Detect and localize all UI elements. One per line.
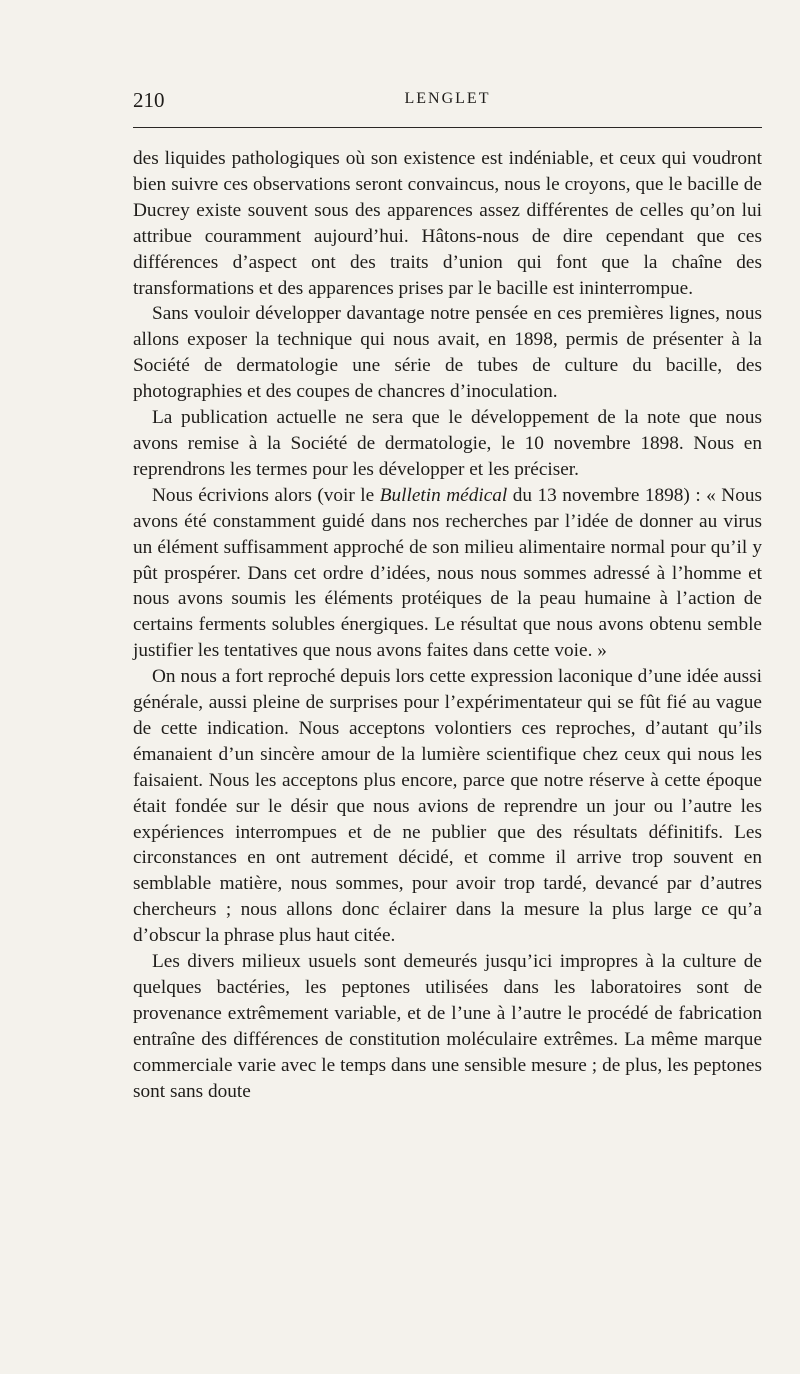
header-rule (133, 127, 762, 128)
paragraph-4-rest: du 13 novembre 1898) : « Nous avons été constamment guidé dans nos recherches par l’idée de donner au virus un élément suffisamment approché de son milieu alimentaire normal pour qu’il y pût prospérer. Dans cet ordre d’idées, nous nous sommes adressé à l’homme et nous avons soumis les éléments protéiques de la peau humaine à l’action de certains ferments solubles énergiques. Le résultat que nous avons obtenu semble justifier les tentatives que nous avons faites dans cette voie. » (133, 484, 763, 662)
paragraph-2: Sans vouloir développer davantage notre pensée en ces premières lignes, nous allons exposer la technique qui nous avait, en 1898, permis de présenter à la Société de dermatologie une série de tubes de culture du bacille, des photographies et des coupes de chancres d’inoculation. (133, 303, 762, 403)
bulletin-medical-title: Bulletin médical (379, 484, 508, 506)
paragraph-4 (133, 483, 762, 664)
paragraph-5: On nous a fort reproché depuis lors cette expression laconique d’une idée aussi générale, aussi pleine de surprises pour l’expérimentateur qui se fût fié au vague de cette indication. Nous acceptons volontiers ces reproches, d’autant qu’ils émanaient d’un sincère amour de la lumière scientifique chez ceux qui nous les faisaient. Nous les acceptons plus encore, parce que notre réserve à cette époque était fondée sur le désir que nous avions de reprendre un jour ou l’autre les expériences interrompues et de ne publier que des résultats définitifs. Les circonstances en ont autrement décidé, et comme il arrive trop souvent en semblable matière, nous sommes, pour avoir trop tardé, devancé par d’autres chercheurs ; nous allons donc éclairer dans la mesure la plus large ce qu’a d’obscur la phrase plus haut citée. (133, 666, 762, 947)
running-title: LENGLET (404, 90, 491, 107)
paragraph-6: Les divers milieux usuels sont demeurés jusqu’ici impropres à la culture de quelques bactéries, les peptones utilisées dans les laboratoires sont de provenance extrêmement variable, et de l’une à l’autre le procédé de fabrication entraîne des différences de constitution moléculaire extrêmes. La même marque commerciale varie avec le temps dans une sensible mesure ; de plus, les peptones sont sans doute (133, 951, 762, 1102)
paragraph-4-lead: Nous écrivions alors (voir le (152, 484, 380, 506)
paragraph-1: des liquides pathologiques où son existence est indéniable, et ceux qui voudront bien suivre ces observations seront convaincus, nous le croyons, que le bacille de Ducrey existe souvent sous des apparences assez différentes de celles qu’on lui attribue couramment aujourd’hui. Hâtons-nous de dire cependant que ces différences d’aspect ont des traits d’union qui font que la chaîne des transformations et des apparences prises par le bacille est ininterrompue. (133, 148, 762, 299)
paragraph-3: La publication actuelle ne sera que le développement de la note que nous avons remise à la Société de dermatologie, le 10 novembre 1898. Nous en reprendrons les termes pour les développer et les préciser. (133, 407, 762, 480)
running-header (133, 88, 762, 114)
page-number: 210 (133, 88, 165, 112)
body-text (133, 146, 762, 1105)
